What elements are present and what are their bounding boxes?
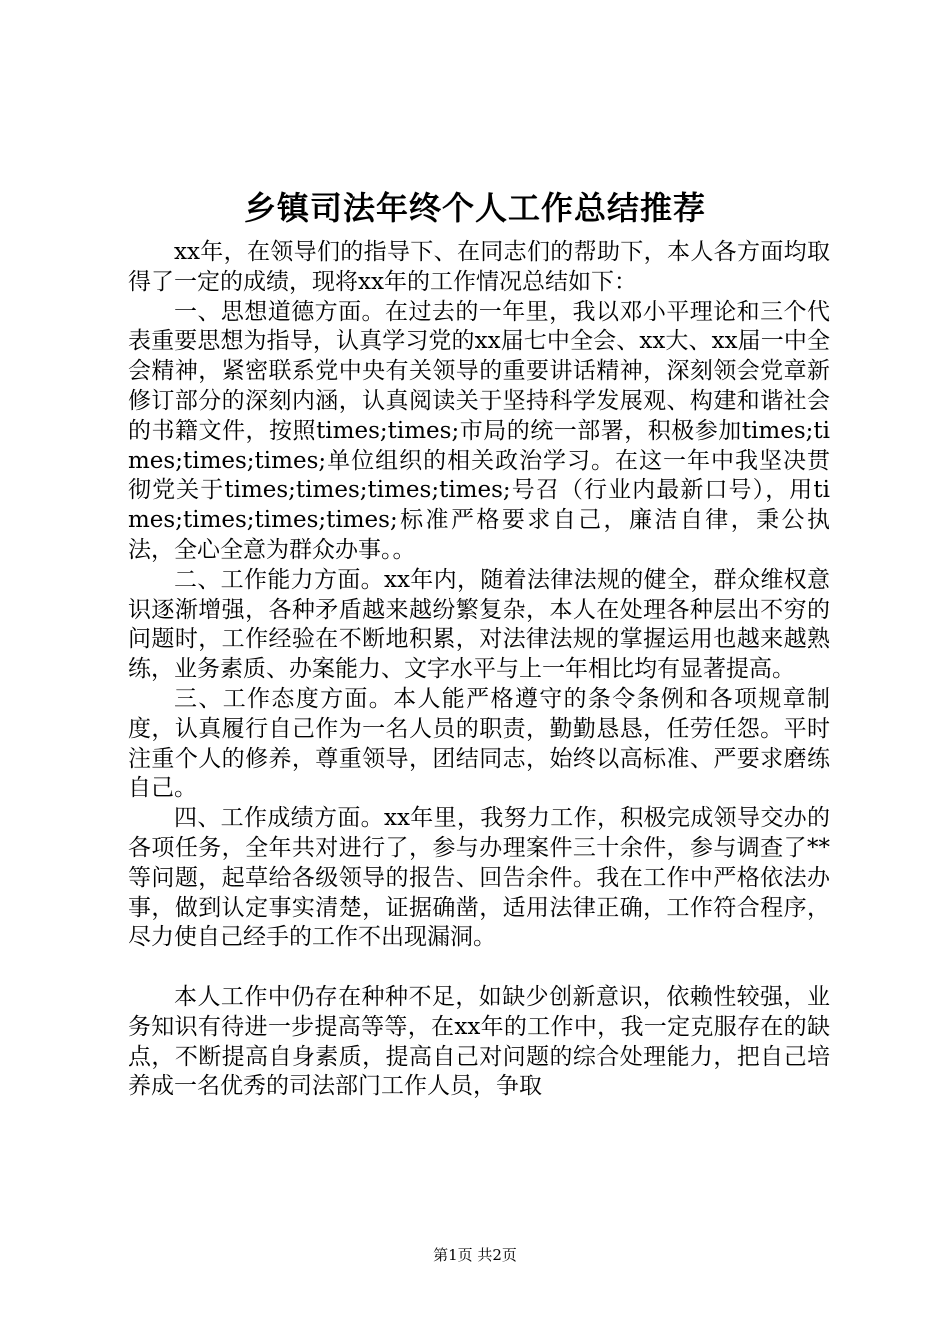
- document-title: 乡镇司法年终个人工作总结推荐: [243, 189, 706, 227]
- paragraph-shortcomings: 本人工作中仍存在种种不足，如缺少创新意识，依赖性较强，业务知识有待进一步提高等等，在xx年的工作中，我一定克服存在的缺点，不断提高自身素质，提高自己对问题的综合处理能力，把自己培养成一名优秀的司法部门工作人员，争取: [128, 983, 830, 1100]
- paragraph-ideology: 一、思想道德方面。在过去的一年里，我以邓小平理论和三个代表重要思想为指导，认真学习党的xx届七中全会、xx大、xx届一中全会精神，紧密联系党中央有关领导的重要讲话精神，深刻领会党章新修订部分的深刻内涵，认真阅读关于坚持科学发展观、构建和谐社会的书籍文件，按照times;times;市局的统一部署，积极参加times;times;times;times;单位组织的相关政治学习。在这一年中我坚决贯彻党关于times;times;times;times;号召（行业内最新口号），用times;times;times;times;标准严格要求自己，廉洁自律，秉公执法，全心全意为群众办事。。: [128, 298, 830, 563]
- paragraph-attitude: 三、工作态度方面。本人能严格遵守的条令条例和各项规章制度，认真履行自己作为一名人员的职责，勤勤恳恳，任劳任怨。平时注重个人的修养，尊重领导，团结同志，始终以高标准、严要求磨练自己。: [128, 685, 830, 802]
- paragraph-ability: 二、工作能力方面。xx年内，随着法律法规的健全，群众维权意识逐渐增强，各种矛盾越来越纷繁复杂，本人在处理各种层出不穷的问题时，工作经验在不断地积累，对法律法规的掌握运用也越来越熟练，业务素质、办案能力、文字水平与上一年相比均有显著提高。: [128, 566, 830, 683]
- paragraph-intro: xx年，在领导们的指导下、在同志们的帮助下，本人各方面均取得了一定的成绩，现将xx年的工作情况总结如下：: [128, 239, 830, 295]
- page-footer: 第1页 共2页: [433, 1246, 517, 1264]
- document-body: [128, 238, 830, 1102]
- paragraph-achievements: 四、工作成绩方面。xx年里，我努力工作，积极完成领导交办的各项任务，全年共对进行了，参与办理案件三十余件，参与调查了**等问题，起草给各级领导的报告、回告余件。我在工作中严格依法办事，做到认定事实清楚，证据确凿，适用法律正确，工作符合程序，尽力使自己经手的工作不出现漏洞。: [128, 805, 830, 951]
